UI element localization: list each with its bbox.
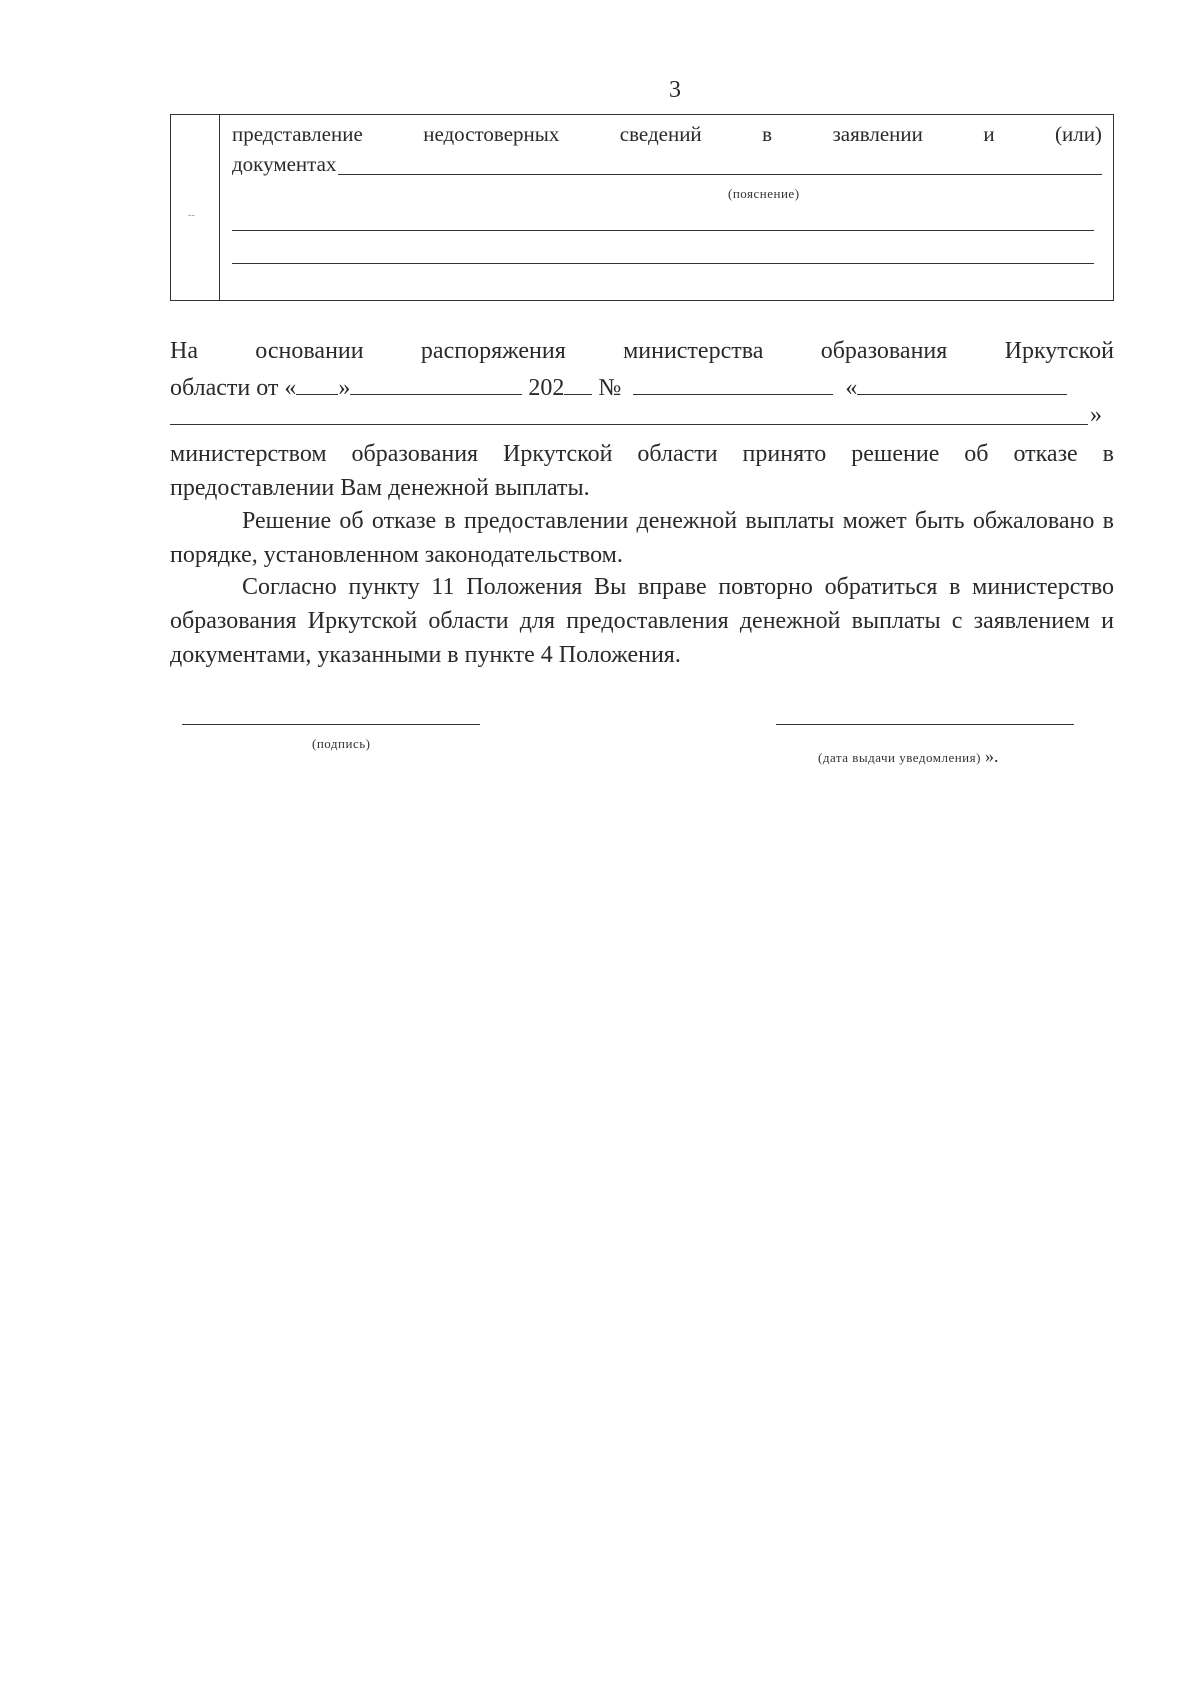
- order-month-field[interactable]: [350, 370, 522, 395]
- number-sign: №: [598, 375, 622, 401]
- date-caption: (дата выдачи уведомления): [818, 750, 981, 765]
- order-number-field[interactable]: [633, 370, 833, 395]
- reason-word: (или): [1054, 122, 1102, 146]
- page-number: 3: [669, 77, 681, 103]
- order-title-field-line-2[interactable]: [170, 424, 1088, 425]
- paragraph-3: Согласно пункту 11 Положения Вы вправе повторно обратиться в министерство образования Иркутской области для предоставления денежной выплаты с заявлением и документами, указанными в пункте 4 Положения.: [170, 574, 1114, 668]
- reason-word: и: [983, 122, 995, 146]
- year-prefix: 202: [528, 375, 565, 401]
- date-line[interactable]: [776, 724, 1074, 725]
- reason-text-line-2: [232, 152, 1102, 177]
- reason-word: в: [762, 122, 773, 146]
- signature-line[interactable]: [182, 724, 480, 725]
- explanation-fill-line[interactable]: [338, 152, 1102, 175]
- checkbox-mark: --: [188, 210, 195, 221]
- paragraph-1-rest: министерством образования Иркутской области принято решение об отказе в предоставлении Вам денежной выплаты.: [170, 441, 1114, 501]
- order-reference-line: [170, 370, 1067, 402]
- order-day-field[interactable]: [296, 370, 338, 395]
- quote-close: »: [338, 375, 351, 401]
- order-year-field[interactable]: [564, 370, 592, 395]
- explanation-line-2[interactable]: [232, 230, 1094, 231]
- date-suffix: ».: [984, 746, 999, 766]
- reason-text-line-1: [232, 122, 1102, 147]
- order-title-field[interactable]: [857, 370, 1067, 395]
- column-divider: [219, 115, 220, 300]
- paragraph-1-line-1: На основании распоряжения министерства образования Иркутской: [170, 338, 1114, 364]
- paragraph-2: Решение об отказе в предоставлении денежной выплаты может быть обжаловано в порядке, установленном законодательством.: [170, 508, 1114, 568]
- reason-word: недостоверных: [423, 122, 560, 146]
- open-quote: «: [845, 375, 858, 401]
- explanation-caption: (пояснение): [728, 186, 800, 201]
- explanation-line-3[interactable]: [232, 263, 1094, 264]
- reason-word: заявлении: [832, 122, 923, 146]
- signature-caption: (подпись): [312, 736, 371, 751]
- reason-word: представление: [232, 122, 363, 146]
- reason-word: сведений: [619, 122, 702, 146]
- date-caption-group: [818, 746, 998, 767]
- reason-word: документах: [232, 152, 337, 176]
- end-quote: »: [1090, 402, 1102, 428]
- order-date-prefix: области от «: [170, 375, 297, 401]
